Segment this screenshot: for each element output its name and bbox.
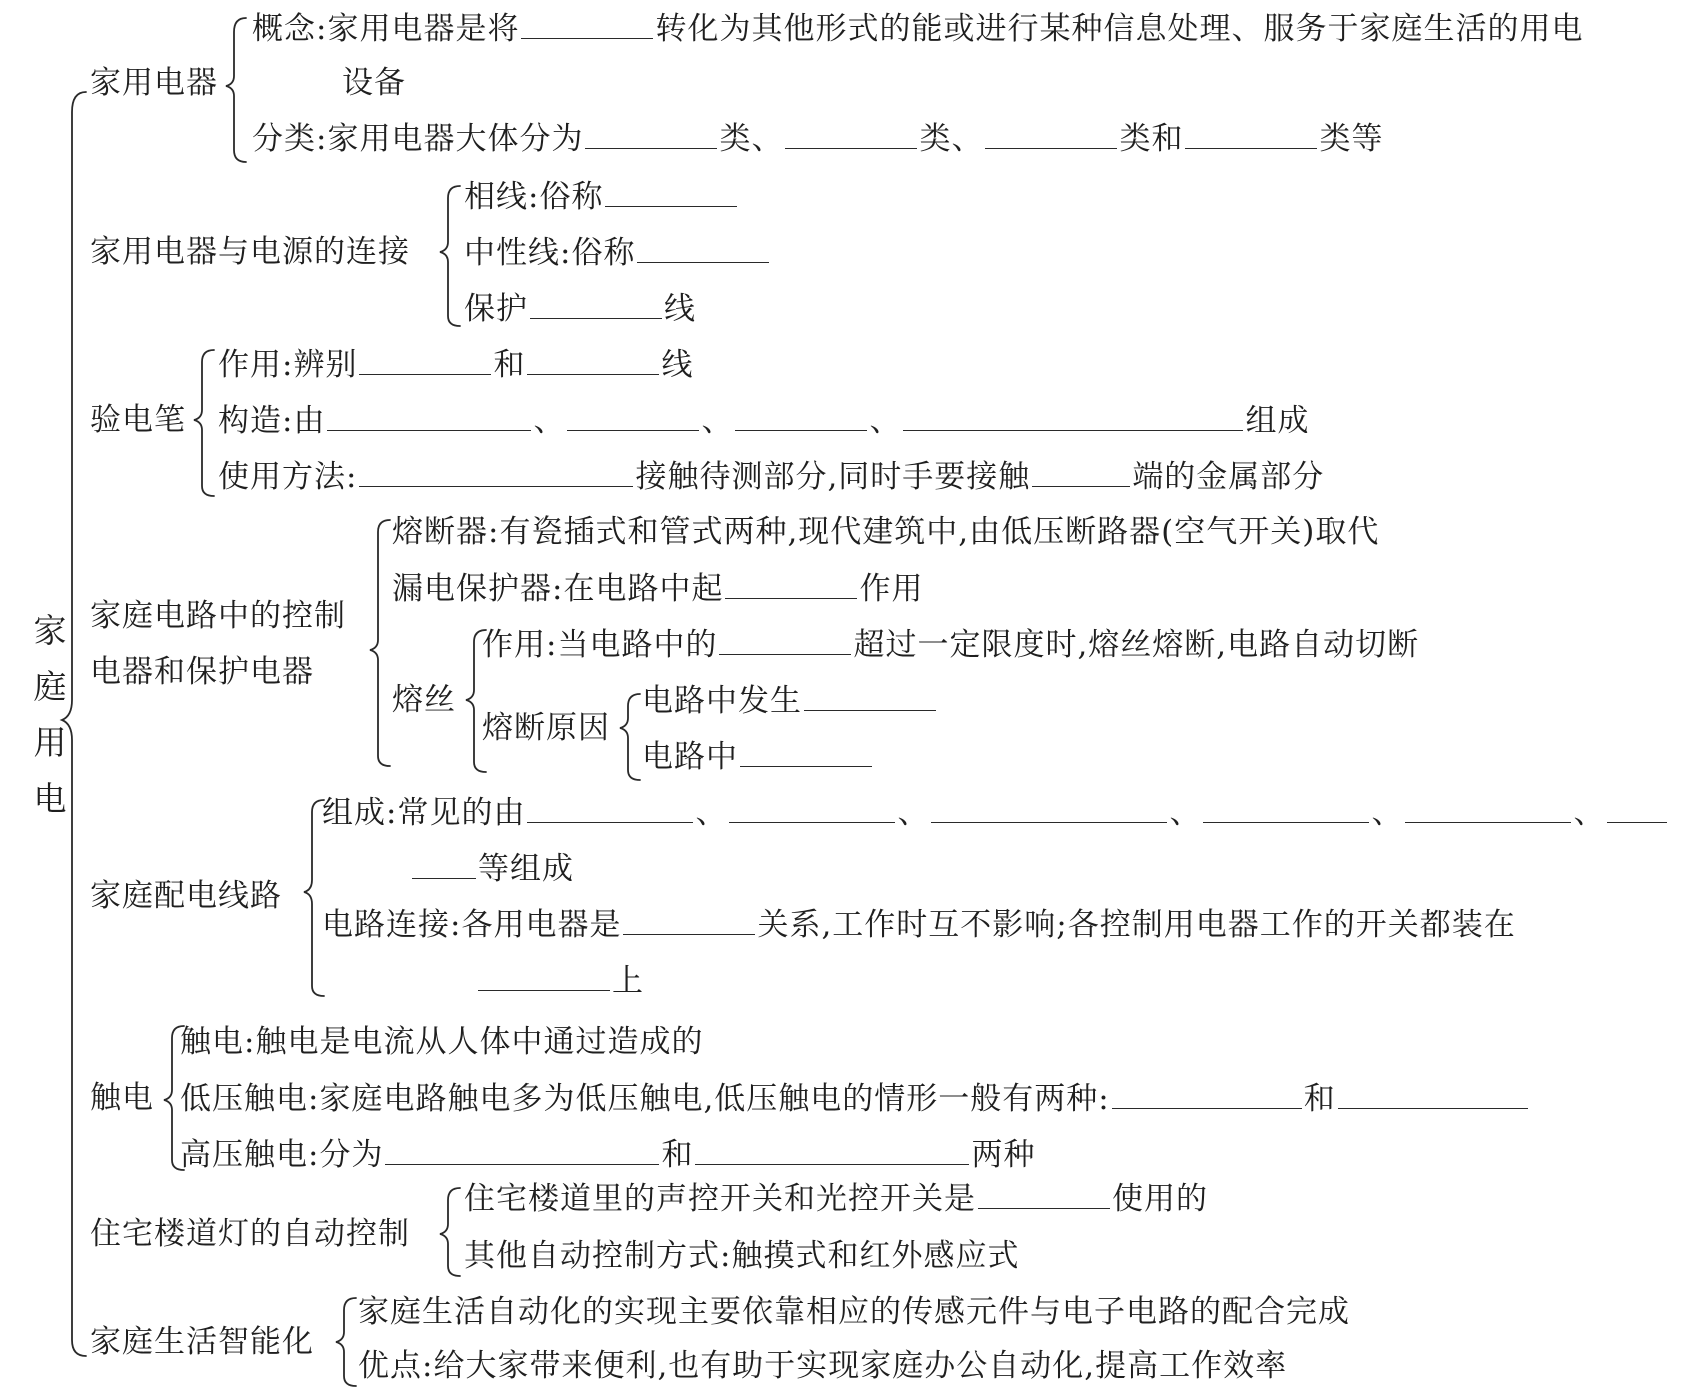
- section-title-appliances: 家用电器: [90, 65, 218, 101]
- blank[interactable]: [478, 960, 610, 991]
- blank[interactable]: [359, 344, 491, 375]
- fuse-cause-label: 熔断原因: [482, 710, 610, 746]
- cause-line-2: 电路中: [642, 736, 874, 777]
- section-title-corridor-light: 住宅楼道灯的自动控制: [90, 1216, 410, 1252]
- composition-line-cont: 等组成: [410, 848, 574, 889]
- concept-line-cont: 设备: [342, 65, 406, 101]
- blank[interactable]: [985, 118, 1117, 149]
- cause-line-1: 电路中发生: [642, 680, 938, 721]
- root-title: 家 庭 用 电: [33, 611, 67, 818]
- blank[interactable]: [903, 400, 1243, 431]
- section-title-distribution: 家庭配电线路: [90, 878, 282, 914]
- connection-line: 电路连接:各用电器是 关系,工作时互不影响;各控制用电器工作的开关都装在: [322, 904, 1516, 945]
- blank[interactable]: [527, 344, 659, 375]
- blank[interactable]: [931, 792, 1167, 823]
- blank[interactable]: [530, 288, 662, 319]
- blank[interactable]: [725, 568, 857, 599]
- section-title-test-pen: 验电笔: [90, 402, 186, 438]
- blank[interactable]: [1112, 1078, 1302, 1109]
- leak-protector-line: 漏电保护器:在电路中起 作用: [392, 568, 923, 609]
- blank[interactable]: [605, 176, 737, 207]
- corridor-light-line-1: 住宅楼道里的声控开关和光控开关是 使用的: [464, 1178, 1208, 1219]
- blank[interactable]: [740, 736, 872, 767]
- blank[interactable]: [978, 1178, 1110, 1209]
- blank[interactable]: [637, 232, 769, 263]
- live-wire-line: 相线:俗称: [464, 176, 739, 217]
- blank[interactable]: [527, 792, 693, 823]
- blank[interactable]: [1203, 792, 1369, 823]
- section-title-electric-shock: 触电: [90, 1080, 154, 1116]
- fuse-wire-use-line: 作用:当电路中的 超过一定限度时,熔丝熔断,电路自动切断: [482, 624, 1419, 665]
- blank[interactable]: [785, 118, 917, 149]
- blank[interactable]: [695, 1134, 969, 1165]
- smart-home-line-2: 优点:给大家带来便利,也有助于实现家庭办公自动化,提高工作效率: [358, 1348, 1288, 1384]
- blank[interactable]: [521, 8, 653, 39]
- blank[interactable]: [1405, 792, 1571, 823]
- section-title-control-protection: 家庭电路中的控制: [90, 598, 346, 634]
- fuse-wire-label: 熔丝: [392, 682, 456, 718]
- protect-wire-line: 保护 线: [464, 288, 696, 329]
- blank[interactable]: [359, 456, 633, 487]
- test-pen-method-line: 使用方法: 接触待测部分,同时手要接触 端的金属部分: [218, 456, 1324, 497]
- shock-definition-line: 触电:触电是电流从人体中通过造成的: [180, 1024, 704, 1060]
- high-voltage-line: 高压触电:分为 和 两种: [180, 1134, 1035, 1175]
- fuse-box-line: 熔断器:有瓷插式和管式两种,现代建筑中,由低压断路器(空气开关)取代: [392, 514, 1380, 550]
- blank[interactable]: [729, 792, 895, 823]
- section-title-connection: 家用电器与电源的连接: [90, 234, 410, 270]
- composition-line: 组成:常见的由 、 、 、 、 、: [322, 792, 1669, 833]
- blank[interactable]: [1032, 456, 1130, 487]
- connection-line-cont: 上: [476, 960, 644, 1001]
- blank[interactable]: [804, 680, 936, 711]
- test-pen-structure-line: 构造:由 、 、 、 组成: [218, 400, 1309, 441]
- blank[interactable]: [567, 400, 699, 431]
- section-title-smart-home: 家庭生活智能化: [90, 1324, 314, 1360]
- concept-line: 概念:家用电器是将 转化为其他形式的能或进行某种信息处理、服务于家庭生活的用电: [252, 8, 1583, 49]
- low-voltage-line: 低压触电:家庭电路触电多为低压触电,低压触电的情形一般有两种: 和: [180, 1078, 1530, 1119]
- blank[interactable]: [385, 1134, 659, 1165]
- test-pen-use-line: 作用:辨别 和 线: [218, 344, 693, 385]
- blank[interactable]: [1607, 792, 1667, 823]
- blank[interactable]: [1185, 118, 1317, 149]
- blank[interactable]: [719, 624, 851, 655]
- blank[interactable]: [623, 904, 755, 935]
- blank[interactable]: [412, 848, 476, 879]
- smart-home-line-1: 家庭生活自动化的实现主要依靠相应的传感元件与电子电路的配合完成: [358, 1294, 1350, 1330]
- neutral-wire-line: 中性线:俗称: [464, 232, 771, 273]
- corridor-light-line-2: 其他自动控制方式:触摸式和红外感应式: [464, 1238, 1020, 1274]
- blank[interactable]: [585, 118, 717, 149]
- category-line: 分类:家用电器大体分为 类、 类、 类和 类等: [252, 118, 1383, 159]
- section-title-control-protection-l2: 电器和保护电器: [90, 654, 314, 690]
- blank[interactable]: [327, 400, 531, 431]
- blank[interactable]: [735, 400, 867, 431]
- blank[interactable]: [1338, 1078, 1528, 1109]
